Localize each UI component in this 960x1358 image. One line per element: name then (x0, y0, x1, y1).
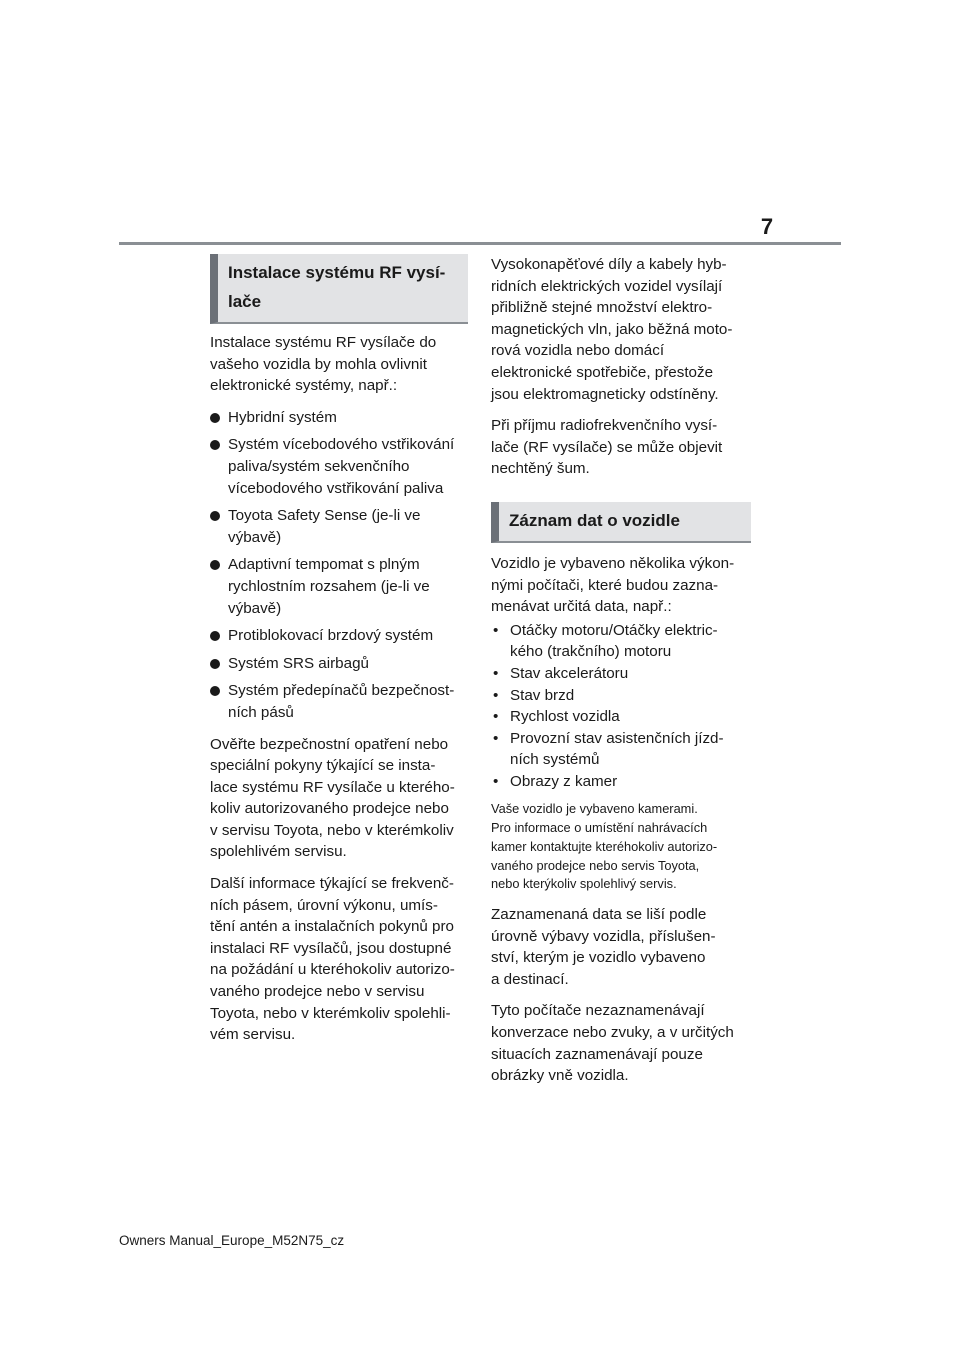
rf-noise-paragraph (491, 415, 751, 480)
text-line: Zaznamenaná data se liší podle (491, 905, 707, 923)
list-item (210, 680, 468, 723)
bullet-dot-icon (210, 511, 220, 521)
text-line: Toyota Safety Sense (je-li ve (228, 507, 421, 525)
camera-note (491, 800, 751, 894)
bullet-dot-icon (210, 659, 220, 669)
bullet-icon: • (493, 772, 499, 790)
bullet-dot-icon (210, 631, 220, 641)
high-voltage-paragraph (491, 254, 751, 405)
footer-doc-id: Owners Manual_Europe_M52N75_cz (119, 1233, 345, 1248)
text-line: výbavě) (228, 528, 282, 546)
text-line: tění antén a instalačních pokynů pro (210, 918, 455, 936)
text-line: Stav akcelerátoru (510, 664, 629, 682)
text-line: kamer kontaktujte kteréhokoliv autorizo- (491, 838, 718, 854)
text-line: obrázky vně vozidla. (491, 1067, 629, 1085)
text-line: speciální pokyny týkající se insta- (210, 757, 436, 775)
text-line: Toyota, nebo v kterémkoliv spolehli- (210, 1004, 451, 1022)
text-line: konverzace nebo zvuky, a v určitých (491, 1023, 734, 1041)
text-line: menávat určitá data, např.: (491, 598, 672, 616)
text-line: výbavě) (228, 599, 282, 617)
text-line: Systém SRS airbagů (228, 654, 369, 672)
list-item (210, 434, 468, 499)
text-line: Otáčky motoru/Otáčky elektric- (510, 621, 718, 639)
section-heading-vehicle-data (491, 502, 751, 543)
bullet-dot-icon (210, 686, 220, 696)
text-line: Stav brzd (510, 686, 575, 704)
text-line: nebo kterýkoliv spolehlivý servis. (491, 876, 677, 892)
text-line: nechtěný šum. (491, 460, 590, 478)
text-line: situacích zaznamenávají pouze (491, 1045, 703, 1063)
text-line: magnetických vln, jako běžná moto- (491, 320, 733, 338)
text-line: elektronické systémy, např.: (210, 377, 398, 395)
recorded-data-list (491, 620, 751, 793)
text-line: a destinací. (491, 970, 569, 988)
list-item (210, 653, 468, 675)
text-line: elektronické spotřebiče, přestože (491, 363, 714, 381)
text-line: jsou elektromagneticky odstíněny. (491, 385, 719, 403)
list-item (210, 407, 468, 429)
list-item (210, 554, 468, 619)
text-line: Vozidlo je vybaveno několika výkon- (491, 554, 735, 572)
text-line: vašeho vozidla by mohla ovlivnit (210, 355, 427, 373)
intro-paragraph (210, 332, 468, 397)
list-item (491, 728, 751, 771)
text-line: vaného prodejce nebo v servisu (210, 983, 425, 1001)
text-line: ních systémů (510, 751, 600, 769)
text-line: Provozní stav asistenčních jízd- (510, 729, 724, 747)
list-item (491, 663, 751, 685)
text-line: Systém předepínačů bezpečnost- (228, 682, 455, 700)
text-line: ridních elektrických vozidel vysílají (491, 277, 723, 295)
text-line: spolehlivém servisu. (210, 843, 347, 861)
text-line: Hybridní systém (228, 408, 337, 426)
bullet-icon: • (493, 664, 499, 682)
list-item (491, 620, 751, 663)
bullet-icon: • (493, 729, 499, 747)
text-line: na požádání u kteréhokoliv autorizo- (210, 961, 455, 979)
text-line: Instalace systému RF vysílače do (210, 334, 437, 351)
text-line: vícebodového vstřikování paliva (228, 479, 444, 497)
text-line: Tyto počítače nezaznamenávají (491, 1002, 705, 1020)
text-line: Protiblokovací brzdový systém (228, 627, 434, 645)
bullet-dot-icon (210, 560, 220, 570)
page-number: 7 (760, 214, 774, 239)
text-line: ních pásem, úrovní výkonu, umís- (210, 896, 438, 914)
data-intro-paragraph (491, 553, 751, 618)
text-line: Obrazy z kamer (510, 772, 618, 790)
text-line: rychlostním rozsahem (je-li ve (228, 577, 430, 595)
text-line: rová vozidla nebo domácí (491, 342, 665, 360)
no-audio-paragraph (491, 1000, 751, 1086)
bullet-dot-icon (210, 440, 220, 450)
text-line: Pro informace o umístění nahrávacích (491, 820, 708, 836)
recorded-data-paragraph (491, 904, 751, 990)
heading-line: lače (228, 292, 262, 311)
text-line: přibližně stejné množství elektro- (491, 299, 713, 317)
list-item (491, 771, 751, 793)
info-paragraph (210, 873, 468, 1046)
bullet-dot-icon (210, 413, 220, 423)
heading-line: Instalace systému RF vysí- (228, 263, 446, 282)
list-item (210, 505, 468, 548)
affected-systems-list (210, 407, 468, 724)
header-rule (119, 242, 841, 245)
text-line: koliv autorizovaného prodejce nebo (210, 800, 449, 818)
text-line: Rychlost vozidla (510, 708, 620, 726)
text-line: ství, kterým je vozidlo vybaveno (491, 949, 706, 967)
text-line: Vysokonapěťové díly a kabely hyb- (491, 256, 727, 273)
text-line: úrovně výbavy vozidla, příslušen- (491, 927, 716, 945)
text-line: nými počítači, které budou zazna- (491, 576, 719, 594)
list-item (491, 706, 751, 728)
text-line: lace systému RF vysílače u kteréhо- (210, 778, 455, 796)
verify-paragraph (210, 734, 468, 864)
text-line: vaného prodejce nebo servis Toyota, (491, 857, 700, 873)
heading-line: Záznam dat o vozidle (509, 510, 680, 530)
left-column (210, 254, 468, 1056)
text-line: kého (trakčního) motoru (510, 643, 672, 661)
text-line: Adaptivní tempomat s plným (228, 556, 420, 574)
text-line: Při příjmu radiofrekvenčního vysí- (491, 417, 718, 435)
text-line: instalaci RF vysílačů, jsou dostupné (210, 939, 452, 957)
list-item (491, 685, 751, 707)
text-line: v servisu Toyota, nebo v kterémkoliv (210, 821, 454, 839)
text-line: vém servisu. (210, 1026, 296, 1044)
bullet-icon: • (493, 621, 499, 639)
text-line: Další informace týkající se frekvenč- (210, 875, 454, 893)
section-heading-rf-installation (210, 254, 468, 324)
text-line: lače (RF vysílače) se může objevit (491, 438, 723, 456)
right-column (491, 254, 751, 1097)
text-line: paliva/systém sekvenčního (228, 457, 410, 475)
list-item (210, 625, 468, 647)
text-line: ních pásů (228, 703, 294, 721)
text-line: Systém vícebodového vstřikování (228, 436, 455, 454)
bullet-icon: • (493, 708, 499, 726)
text-line: Ověřte bezpečnostní opatření nebo (210, 735, 449, 753)
bullet-icon: • (493, 686, 499, 704)
text-line: Vaše vozidlo je vybaveno kamerami. (491, 801, 698, 817)
